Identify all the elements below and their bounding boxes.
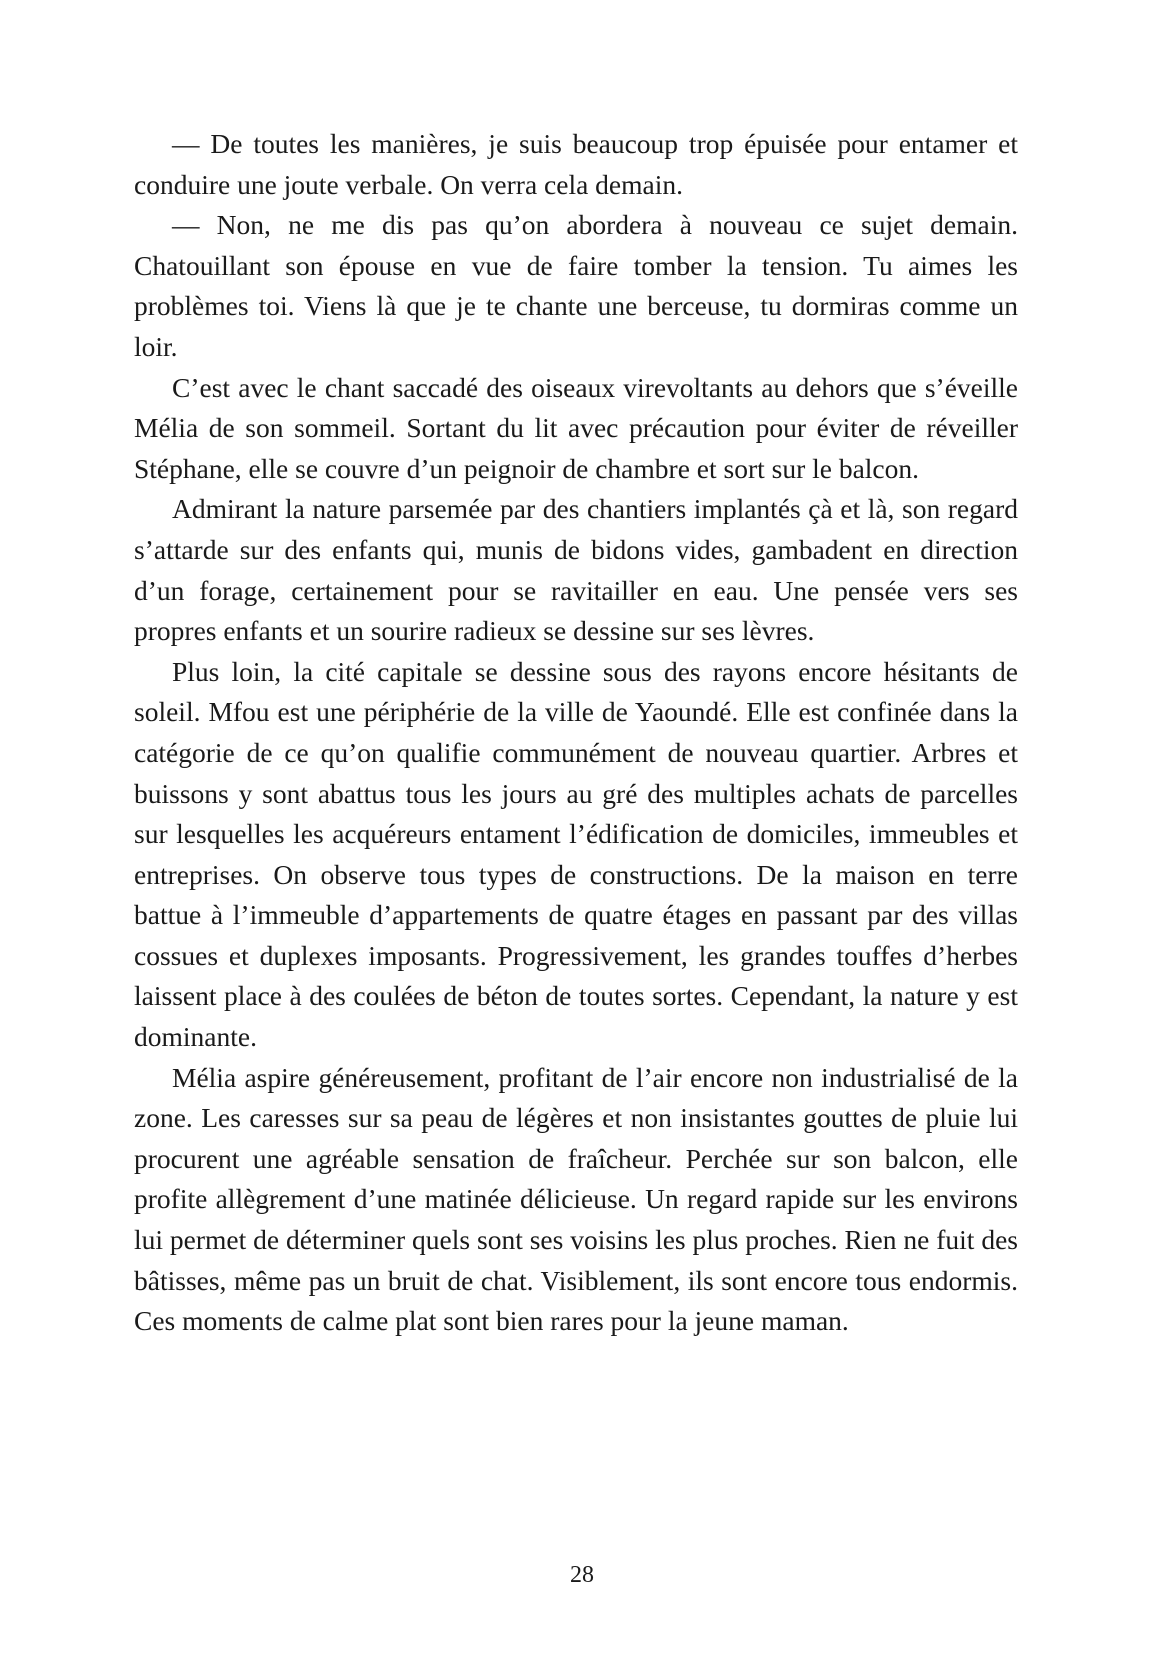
paragraph-morning: Mélia aspire généreusement, profitant de l’air encore non industrialisé de la zone. Les caresses sur sa peau de légères et non insistantes gouttes de pluie lui procurent une agréable sensation de fraîcheur. Perchée sur son balcon, elle profite allègrement d’une matinée délicieuse. Un regard rapide sur les environs lui permet de déterminer quels sont ses voisins les plus proches. Rien ne fuit des bâtisses, même pas un bruit de chat. Visiblement, ils sont encore tous endormis. Ces moments de calme plat sont bien rares pour la jeune maman. xyxy=(134,1061,1018,1337)
paragraph-awakening: C’est avec le chant saccadé des oiseaux virevoltants au dehors que s’éveille Mélia de son sommeil. Sortant du lit avec précaution pour éviter de réveiller Stéphane, elle se couvre d’un peignoir de chambre et sort sur le balcon. xyxy=(134,371,1018,484)
page-number: 28 xyxy=(570,1562,594,1588)
paragraph-dialogue-1: — De toutes les manières, je suis beaucoup trop épuisée pour entamer et conduire une joute verbale. On verra cela demain. xyxy=(134,128,1018,200)
paragraph-children: Admirant la nature parsemée par des chantiers implantés çà et là, son regard s’attarde sur des enfants qui, munis de bidons vides, gambadent en direction d’un forage, certainement pour se ravitailler en eau. Une pensée vers ses propres enfants et un sourire radieux se dessine sur ses lèvres. xyxy=(134,493,1018,647)
page-body xyxy=(134,124,1018,1342)
paragraph-city: Plus loin, la cité capitale se dessine sous des rayons encore hésitants de soleil. Mfou est une périphérie de la ville de Yaoundé. Elle est confinée dans la catégorie de ce qu’on qualifie communément de nouveau quartier. Arbres et buissons y sont abattus tous les jours au gré des multiples achats de parcelles sur lesquelles les acquéreurs entament l’édification de domiciles, immeubles et entreprises. On observe tous types de constructions. De la maison en terre battue à l’immeuble d’appartements de quatre étages en passant par des villas cossues et duplexes imposants. Progressivement, les grandes touffes d’herbes laissent place à des coulées de béton de toutes sortes. Cependant, la nature y est dominante. xyxy=(134,655,1018,1053)
paragraph-dialogue-2: — Non, ne me dis pas qu’on abordera à nouveau ce sujet demain. Chatouillant son épouse en vue de faire tomber la tension. Tu aimes les problèmes toi. Viens là que je te chante une berceuse, tu dormiras comme un loir. xyxy=(134,209,1018,362)
